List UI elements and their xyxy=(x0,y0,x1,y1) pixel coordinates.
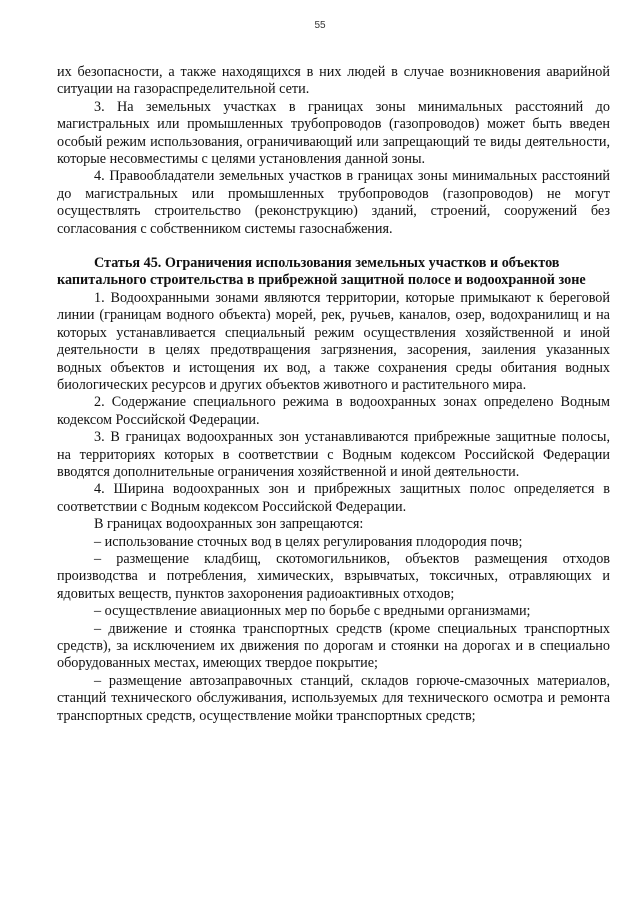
article-paragraph-3: 3. В границах водоохранных зон устанавливаются прибрежные защитные полосы, на территориях которых в соответствии с Водным кодексом Российской Федерации вводятся дополнительные ограничения хозяйственной и иной деятельности. xyxy=(57,429,610,480)
list-item: – движение и стоянка транспортных средств (кроме специальных транспортных средств), за исключением их движения по дорогам и стоянки на дорогах и в специально оборудованных местах, имеющих твердое покрытие; xyxy=(57,620,610,672)
paragraph-continuation: их безопасности, а также находящихся в них людей в случае возникновения аварийной ситуации на газораспределительной сети. xyxy=(57,64,610,98)
paragraph-3: 3. На земельных участках в границах зоны минимальных расстояний до магистральных или промышленных трубопроводов (газопроводов) может быть введен особый режим использования, ограничивающий или запрещающий те виды деятельности, которые несовместимы с целями установления данной зоны. xyxy=(57,98,610,168)
prohibitions-intro: В границах водоохранных зон запрещаются: xyxy=(94,516,364,533)
section-spacer xyxy=(57,238,610,255)
page-number: 55 xyxy=(314,20,326,31)
list-item: – использование сточных вод в целях регулирования плодородия почв; xyxy=(94,533,523,550)
list-item: – размещение автозаправочных станций, складов горюче-смазочных материалов, станций технического обслуживания, используемых для технического осмотра и ремонта транспортных средств, осуществление мойки транспортных средств; xyxy=(57,672,610,724)
document-body xyxy=(57,64,610,725)
article-paragraph-4: 4. Ширина водоохранных зон и прибрежных защитных полос определяется в соответствии с Водным кодексом Российской Федерации. xyxy=(57,481,610,515)
article-paragraph-1: 1. Водоохранными зонами являются территории, которые примыкают к береговой линии (границам водного объекта) морей, рек, ручьев, каналов, озер, водохранилищ и на которых устанавливается специальный режим осуществления хозяйственной и иной деятельности в целях предотвращения загрязнения, засорения, заиления указанных водных объектов и истощения их вод, а также сохранения среды обитания водных биологических ресурсов и других объектов животного и растительного мира. xyxy=(57,289,610,393)
paragraph-4: 4. Правообладатели земельных участков в границах зоны минимальных расстояний до магистральных или промышленных трубопроводов (газопроводов) не могут осуществлять строительство (реконструкцию) зданий, строений, сооружений без согласования с собственником системы газоснабжения. xyxy=(57,168,610,237)
article-heading: Статья 45. Ограничения использования земельных участков и объектов капитального строительства в прибрежной защитной полосе и водоохранной зоне xyxy=(57,255,586,289)
list-item: – осуществление авиационных мер по борьбе с вредными организмами; xyxy=(94,603,531,620)
article-paragraph-2: 2. Содержание специального режима в водоохранных зонах определено Водным кодексом Российской Федерации. xyxy=(57,394,610,428)
list-item: – размещение кладбищ, скотомогильников, объектов размещения отходов производства и потребления, химических, взрывчатых, токсичных, отравляющих и ядовитых веществ, пунктов захоронения радиоактивных отходов; xyxy=(57,550,610,602)
